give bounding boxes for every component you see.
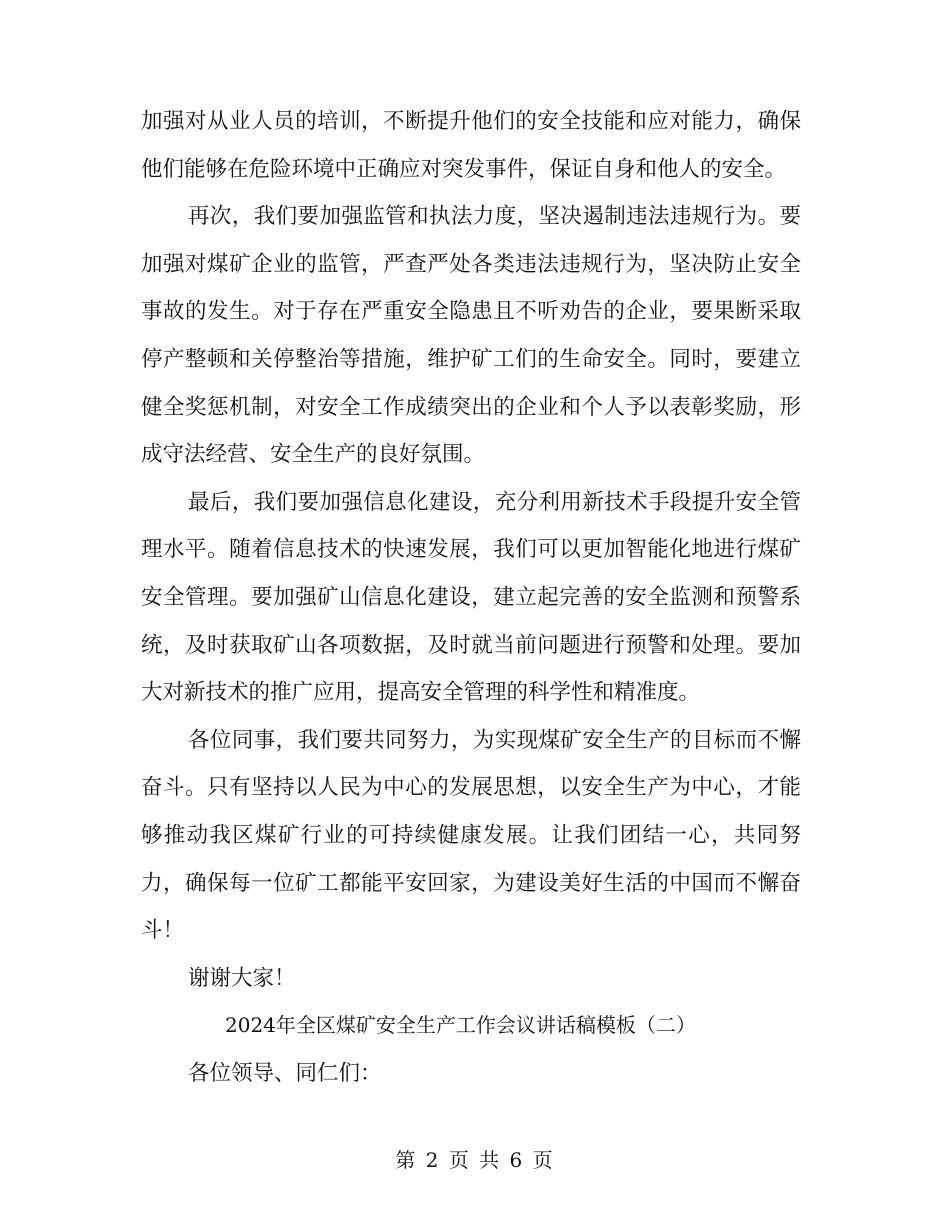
page-footer [0, 1146, 950, 1174]
paragraph-informatization: 最后，我们要加强信息化建设，充分利用新技术手段提升安全管理水平。随着信息技术的快速发展，我们可以更加智能化地进行煤矿安全管理。要加强矿山信息化建设，建立起完善的安全监测和预警系统，及时获取矿山各项数据，及时就当前问题进行预警和处理。要加大对新技术的推广应用，提高安全管理的科学性和精准度。 [141, 489, 801, 706]
paragraph-supervision: 再次，我们要加强监管和执法力度，坚决遏制违法违规行为。要加强对煤矿企业的监管，严查严处各类违法违规行为，坚决防止安全事故的发生。对于存在严重安全隐患且不听劝告的企业，要果断采取停产整顿和关停整治等措施，维护矿工们的生命安全。同时，要建立健全奖惩机制，对安全工作成绩突出的企业和个人予以表彰奖励，形成守法经营、安全生产的良好氛围。 [141, 204, 801, 468]
page-number-label: 第 2 页 共 6 页 [395, 1148, 555, 1172]
paragraph-thanks: 谢谢大家！ [188, 965, 296, 991]
next-speech-title: 2024年全区煤矿安全生产工作会议讲话稿模板（二） [225, 1013, 696, 1038]
document-body [141, 98, 801, 1097]
salutation: 各位领导、同仁们： [188, 1060, 382, 1086]
paragraph-continued: 加强对从业人员的培训，不断提升他们的安全技能和应对能力，确保他们能够在危险环境中正确应对突发事件，保证自身和他人的安全。 [141, 109, 801, 182]
paragraph-closing-appeal: 各位同事，我们要共同努力，为实现煤矿安全生产的目标而不懈奋斗。只有坚持以人民为中心的发展思想，以安全生产为中心，才能够推动我区煤矿行业的可持续健康发展。让我们团结一心，共同努力，确保每一位矿工都能平安回家，为建设美好生活的中国而不懈奋斗！ [141, 727, 801, 944]
